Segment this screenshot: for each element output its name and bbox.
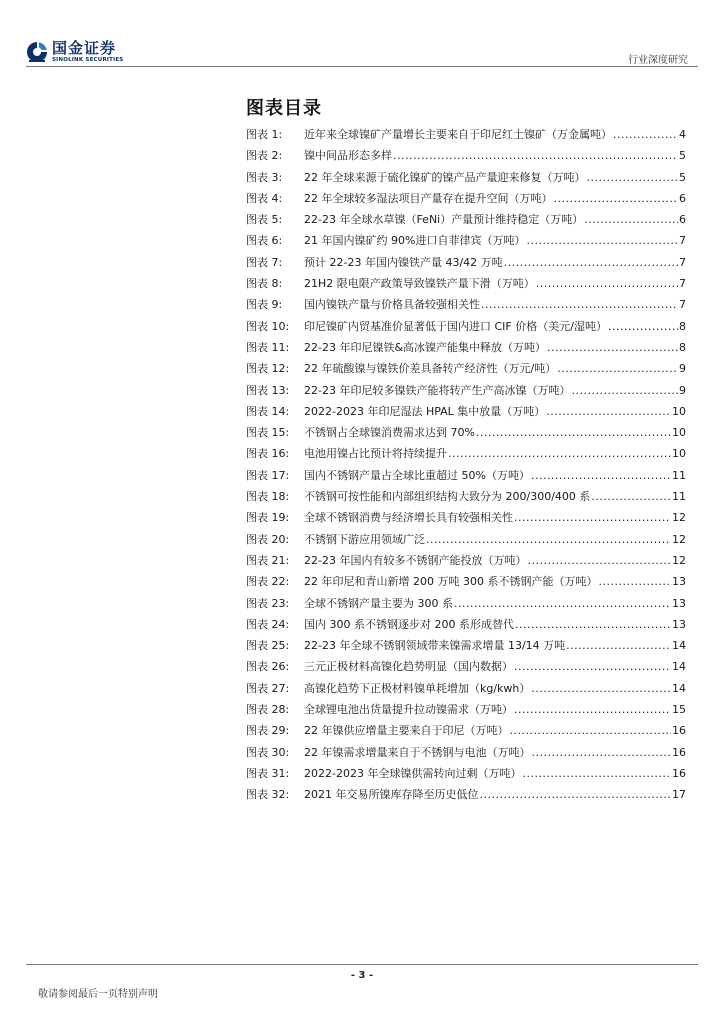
toc-entry-page: 6 [679, 213, 686, 227]
toc-leader-dots [514, 699, 671, 720]
toc-entry-page: 8 [679, 340, 686, 354]
toc-leader-dots [522, 763, 671, 784]
toc-entry-page: 14 [672, 660, 686, 674]
toc-entry-label: 图表 16: [246, 447, 290, 461]
toc-entry-page: 5 [679, 149, 686, 163]
toc-entry[interactable] [246, 252, 686, 273]
toc-list [246, 124, 686, 806]
toc-entry-title: 22-23 年印尼镍铁&高冰镍产能集中释放（万吨） [304, 340, 547, 354]
toc-entry-label: 图表 25: [246, 639, 290, 653]
toc-leader-dots [476, 422, 671, 443]
toc-entry[interactable] [246, 167, 686, 188]
toc-leader-dots [613, 124, 678, 145]
toc-entry[interactable] [246, 443, 686, 464]
toc-leader-dots [393, 145, 678, 166]
toc-entry[interactable] [246, 209, 686, 230]
logo-chinese-text: 国金证券 [52, 38, 117, 57]
page-number: - 3 - [350, 970, 374, 981]
toc-leader-dots [514, 507, 671, 528]
toc-entry-page: 7 [679, 255, 686, 269]
toc-entry-label: 图表 17: [246, 468, 290, 482]
toc-entry-label: 图表 1: [246, 128, 283, 141]
toc-leader-dots [532, 742, 672, 763]
toc-entry-label: 图表 24: [246, 617, 290, 631]
toc-leader-dots [514, 656, 671, 677]
toc-entry-title: 三元正极材料高镍化趋势明显（国内数据） [304, 660, 513, 674]
sinolink-logo-icon [26, 40, 48, 64]
toc-leader-dots [587, 167, 679, 188]
toc-entry-label: 图表 12: [246, 362, 290, 376]
toc-entry-title: 2022-2023 年全球镍供需转向过剩（万吨） [304, 766, 522, 780]
toc-entry[interactable] [246, 422, 686, 443]
toc-entry-label: 图表 2: [246, 149, 283, 163]
toc-entry[interactable] [246, 742, 686, 763]
toc-entry-page: 8 [679, 319, 686, 333]
toc-leader-dots [547, 337, 678, 358]
toc-entry-page: 14 [672, 639, 686, 653]
toc-entry-title: 22 年镍供应增量主要来自于印尼（万吨） [304, 724, 509, 738]
toc-entry-label: 图表 30: [246, 745, 290, 759]
toc-entry[interactable] [246, 337, 686, 358]
toc-leader-dots [571, 380, 678, 401]
toc-entry-page: 12 [672, 511, 686, 525]
toc-leader-dots [515, 614, 671, 635]
toc-entry[interactable] [246, 550, 686, 571]
toc-entry-title: 22 年镍需求增量来自于不锈钢与电池（万吨） [304, 745, 531, 759]
toc-entry[interactable] [246, 465, 686, 486]
toc-leader-dots [510, 720, 672, 741]
toc-entry-title: 镍中间品形态多样 [304, 149, 392, 163]
toc-leader-dots [557, 358, 678, 379]
toc-entry-title: 22 年印尼和青山新增 200 万吨 300 系不锈钢产能（万吨） [304, 575, 598, 589]
toc-entry-page: 11 [672, 490, 686, 504]
toc-leader-dots [504, 252, 678, 273]
toc-entry[interactable] [246, 380, 686, 401]
toc-entry-title: 不锈钢下游应用领域广泛 [304, 532, 425, 546]
toc-entry-title: 22-23 年全球水草镍（FeNi）产量预计维持稳定（万吨） [304, 213, 584, 227]
toc-entry-page: 10 [672, 447, 686, 461]
toc-entry-title: 全球锂电池出货量提升拉动镍需求（万吨） [304, 703, 513, 717]
toc-entry-label: 图表 28: [246, 703, 290, 717]
toc-entry-title: 2022-2023 年印尼湿法 HPAL 集中放量（万吨） [304, 404, 546, 418]
toc-leader-dots [598, 571, 671, 592]
toc-entry-label: 图表 10: [246, 319, 290, 333]
toc-entry-page: 12 [672, 532, 686, 546]
toc-entry-page: 6 [679, 191, 686, 205]
toc-entry[interactable] [246, 230, 686, 251]
toc-entry-title: 不锈钢可按性能和内部组织结构大致分为 200/300/400 系 [304, 490, 591, 504]
toc-entry-page: 16 [672, 724, 686, 738]
toc-entry-label: 图表 21: [246, 553, 290, 567]
toc-entry-label: 图表 15: [246, 426, 290, 440]
toc-entry-label: 图表 32: [246, 788, 290, 802]
toc-entry-title: 全球不锈钢产量主要为 300 系 [304, 596, 453, 610]
toc-leader-dots [554, 188, 679, 209]
toc-entry[interactable] [246, 763, 686, 784]
toc-leader-dots [448, 443, 671, 464]
toc-leader-dots [546, 401, 671, 422]
toc-entry-page: 11 [672, 468, 686, 482]
toc-entry-title: 国内镍铁产量与价格具备较强相关性 [304, 298, 480, 312]
toc-entry[interactable] [246, 529, 686, 550]
toc-entry[interactable] [246, 784, 686, 805]
toc-leader-dots [454, 593, 671, 614]
toc-entry[interactable] [246, 145, 686, 166]
toc-title: 图表目录 [246, 98, 322, 119]
footer-disclaimer: 敬请参阅最后一页特别声明 [38, 989, 158, 1000]
toc-entry-label: 图表 6: [246, 234, 283, 248]
toc-leader-dots [536, 273, 678, 294]
header-divider [26, 66, 698, 67]
toc-entry[interactable] [246, 316, 686, 337]
toc-leader-dots [531, 678, 671, 699]
toc-entry-page: 13 [672, 617, 686, 631]
toc-leader-dots [591, 486, 671, 507]
toc-entry-title: 国内不锈钢产量占全球比重超过 50%（万吨） [304, 468, 530, 482]
toc-entry[interactable] [246, 614, 686, 635]
toc-entry-page: 10 [672, 426, 686, 440]
toc-leader-dots [526, 230, 678, 251]
toc-entry-title: 21 年国内镍矿约 90%进口自菲律宾（万吨） [304, 234, 526, 248]
toc-entry-title: 近年来全球镍矿产量增长主要来自于印尼红土镍矿（万金属吨） [304, 128, 612, 141]
toc-entry-title: 印尼镍矿内贸基准价显著低于国内进口 CIF 价格（美元/湿吨） [304, 319, 607, 333]
toc-leader-dots [481, 294, 678, 315]
toc-entry-title: 22 年硫酸镍与镍铁价差具备转产经济性（万元/吨） [304, 362, 557, 376]
toc-entry-page: 16 [672, 745, 686, 759]
toc-entry-title: 高镍化趋势下正极材料镍单耗增加（kg/kwh） [304, 681, 531, 695]
toc-entry-page: 17 [672, 788, 686, 802]
toc-entry-page: 13 [672, 596, 686, 610]
toc-entry-page: 7 [679, 298, 686, 312]
toc-entry-title: 22-23 年全球不锈钢领域带来镍需求增量 13/14 万吨 [304, 639, 566, 653]
toc-entry-page: 4 [679, 128, 686, 141]
toc-leader-dots [584, 209, 678, 230]
toc-entry[interactable] [246, 656, 686, 677]
toc-entry-page: 7 [679, 277, 686, 291]
company-logo [26, 40, 123, 64]
toc-entry[interactable] [246, 635, 686, 656]
toc-entry-label: 图表 14: [246, 404, 290, 418]
toc-entry-page: 15 [672, 703, 686, 717]
toc-entry[interactable] [246, 678, 686, 699]
toc-entry[interactable] [246, 358, 686, 379]
toc-entry-page: 16 [672, 766, 686, 780]
toc-entry-label: 图表 19: [246, 511, 290, 525]
toc-entry-label: 图表 23: [246, 596, 290, 610]
toc-entry-label: 图表 26: [246, 660, 290, 674]
toc-entry-title: 22-23 年国内有较多不锈钢产能投放（万吨） [304, 553, 527, 567]
toc-entry[interactable] [246, 720, 686, 741]
toc-leader-dots [566, 635, 671, 656]
toc-entry-title: 不锈钢占全球镍消费需求达到 70% [304, 426, 475, 440]
toc-entry-page: 7 [679, 234, 686, 248]
toc-entry-label: 图表 8: [246, 277, 283, 291]
toc-entry-label: 图表 5: [246, 213, 283, 227]
toc-entry-label: 图表 22: [246, 575, 290, 589]
toc-entry-label: 图表 11: [246, 340, 290, 354]
toc-entry[interactable] [246, 273, 686, 294]
toc-entry-label: 图表 3: [246, 170, 283, 184]
toc-entry-title: 22-23 年印尼较多镍铁产能将转产生产高冰镍（万吨） [304, 383, 571, 397]
toc-entry[interactable] [246, 486, 686, 507]
toc-entry-page: 9 [679, 362, 686, 376]
toc-entry-page: 12 [672, 553, 686, 567]
toc-entry-label: 图表 18: [246, 490, 290, 504]
toc-leader-dots [480, 784, 672, 805]
footer-divider [26, 964, 698, 965]
toc-entry-title: 预计 22-23 年国内镍铁产量 43/42 万吨 [304, 255, 503, 269]
logo-english-text: SINOLINK SECURITIES [52, 56, 124, 63]
toc-entry[interactable] [246, 699, 686, 720]
toc-entry[interactable] [246, 571, 686, 592]
toc-entry-label: 图表 9: [246, 298, 283, 312]
toc-entry-label: 图表 7: [246, 255, 283, 269]
toc-entry[interactable] [246, 507, 686, 528]
toc-entry-title: 2021 年交易所镍库存降至历史低位 [304, 788, 479, 802]
toc-entry-page: 9 [679, 383, 686, 397]
toc-entry-page: 10 [672, 404, 686, 418]
toc-entry-label: 图表 20: [246, 532, 290, 546]
toc-entry-title: 21H2 限电限产政策导致镍铁产量下滑（万吨） [304, 277, 535, 291]
toc-entry-title: 22 年全球来源于硫化镍矿的镍产品产量迎来修复（万吨） [304, 170, 586, 184]
toc-leader-dots [527, 550, 671, 571]
toc-entry-label: 图表 13: [246, 383, 290, 397]
report-type-label: 行业深度研究 [628, 55, 688, 66]
toc-leader-dots [608, 316, 678, 337]
toc-leader-dots [531, 465, 671, 486]
toc-entry-page: 5 [679, 170, 686, 184]
toc-leader-dots [426, 529, 671, 550]
toc-entry[interactable] [246, 124, 686, 145]
toc-entry-label: 图表 31: [246, 766, 290, 780]
toc-entry-page: 14 [672, 681, 686, 695]
toc-entry[interactable] [246, 401, 686, 422]
toc-entry-title: 电池用镍占比预计将持续提升 [304, 447, 447, 461]
toc-entry[interactable] [246, 188, 686, 209]
toc-entry[interactable] [246, 593, 686, 614]
toc-entry-label: 图表 29: [246, 724, 290, 738]
toc-entry-label: 图表 27: [246, 681, 290, 695]
toc-entry[interactable] [246, 294, 686, 315]
toc-entry-page: 13 [672, 575, 686, 589]
toc-entry-title: 全球不锈钢消费与经济增长具有较强相关性 [304, 511, 513, 525]
toc-entry-title: 国内 300 系不锈钢逐步对 200 系形成替代 [304, 617, 514, 631]
toc-entry-label: 图表 4: [246, 191, 283, 205]
toc-entry-title: 22 年全球较多湿法项目产量存在提升空间（万吨） [304, 191, 553, 205]
